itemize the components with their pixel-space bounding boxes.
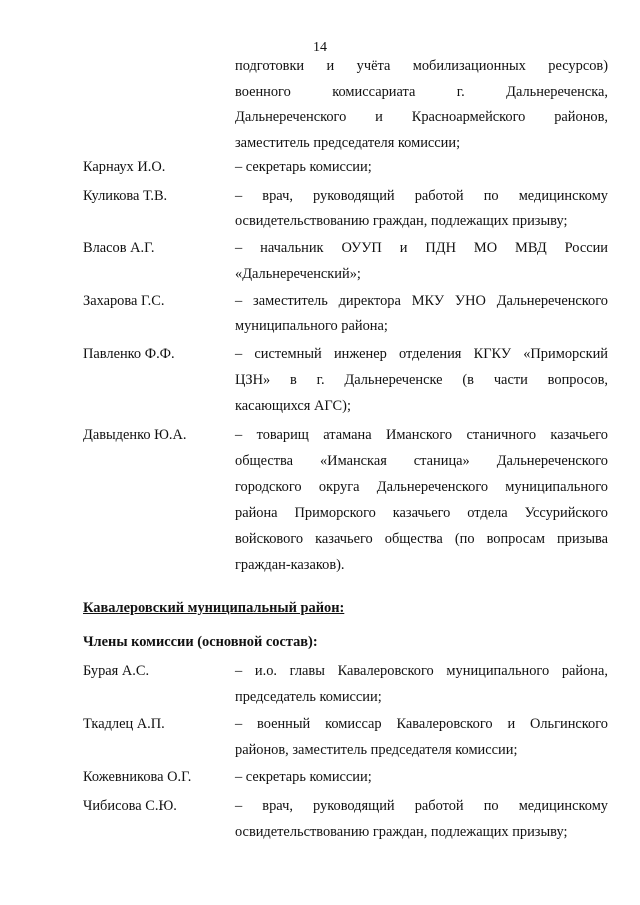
member-name: Куликова Т.В. [83, 188, 168, 204]
section-heading: Кавалеровский муниципальный район: [83, 600, 345, 616]
continuation-line: Дальнереченского и Красноармейского районов, [235, 109, 608, 125]
continuation-line: военного комиссариата г. Дальнереченска, [235, 84, 608, 100]
member-name: Карнаух И.О. [83, 159, 166, 175]
member-role: общества «Иманская станица» Дальнереченского [235, 453, 608, 469]
continuation-line: заместитель председателя комиссии; [235, 135, 461, 151]
member-name: Власов А.Г. [83, 240, 155, 256]
member-name: Павленко Ф.Ф. [83, 346, 175, 362]
member-role: ЦЗН» в г. Дальнереченске (в части вопросов, [235, 372, 608, 388]
subsection-heading: Члены комиссии (основной состав): [83, 634, 318, 650]
continuation-line: подготовки и учёта мобилизационных ресурсов) [235, 58, 608, 74]
member-role: – секретарь комиссии; [235, 769, 372, 785]
member-role: – и.о. главы Кавалеровского муниципального района, [235, 663, 608, 679]
member-name: Захарова Г.С. [83, 293, 165, 309]
member-name: Давыденко Ю.А. [83, 427, 187, 443]
member-role: – военный комиссар Кавалеровского и Ольгинского [235, 716, 608, 732]
member-role: муниципального района; [235, 318, 388, 334]
member-role: – заместитель директора МКУ УНО Дальнереченского [235, 293, 608, 309]
member-role: войскового казачьего общества (по вопросам призыва [235, 531, 608, 547]
member-name: Кожевникова О.Г. [83, 769, 192, 785]
member-role: председатель комиссии; [235, 689, 382, 705]
member-role: – врач, руководящий работой по медицинскому [235, 188, 608, 204]
member-role: – начальник ОУУП и ПДН МО МВД России [235, 240, 608, 256]
member-role: касающихся АГС); [235, 398, 351, 414]
member-role: районов, заместитель председателя комиссии; [235, 742, 518, 758]
member-role: городского округа Дальнереченского муниципального [235, 479, 608, 495]
member-role: освидетельствованию граждан, подлежащих призыву; [235, 213, 568, 229]
member-role: – секретарь комиссии; [235, 159, 372, 175]
member-role: – товарищ атамана Иманского станичного казачьего [235, 427, 608, 443]
member-role: граждан-казаков). [235, 557, 345, 573]
member-name: Бурая А.С. [83, 663, 150, 679]
member-name: Чибисова С.Ю. [83, 798, 177, 814]
page-number: 14 [313, 40, 327, 55]
member-role: – системный инженер отделения КГКУ «Приморский [235, 346, 608, 362]
member-role: района Приморского казачьего отдела Уссурийского [235, 505, 608, 521]
member-role: – врач, руководящий работой по медицинскому [235, 798, 608, 814]
member-role: освидетельствованию граждан, подлежащих призыву; [235, 824, 568, 840]
member-role: «Дальнереченский»; [235, 266, 361, 282]
member-name: Ткадлец А.П. [83, 716, 165, 732]
